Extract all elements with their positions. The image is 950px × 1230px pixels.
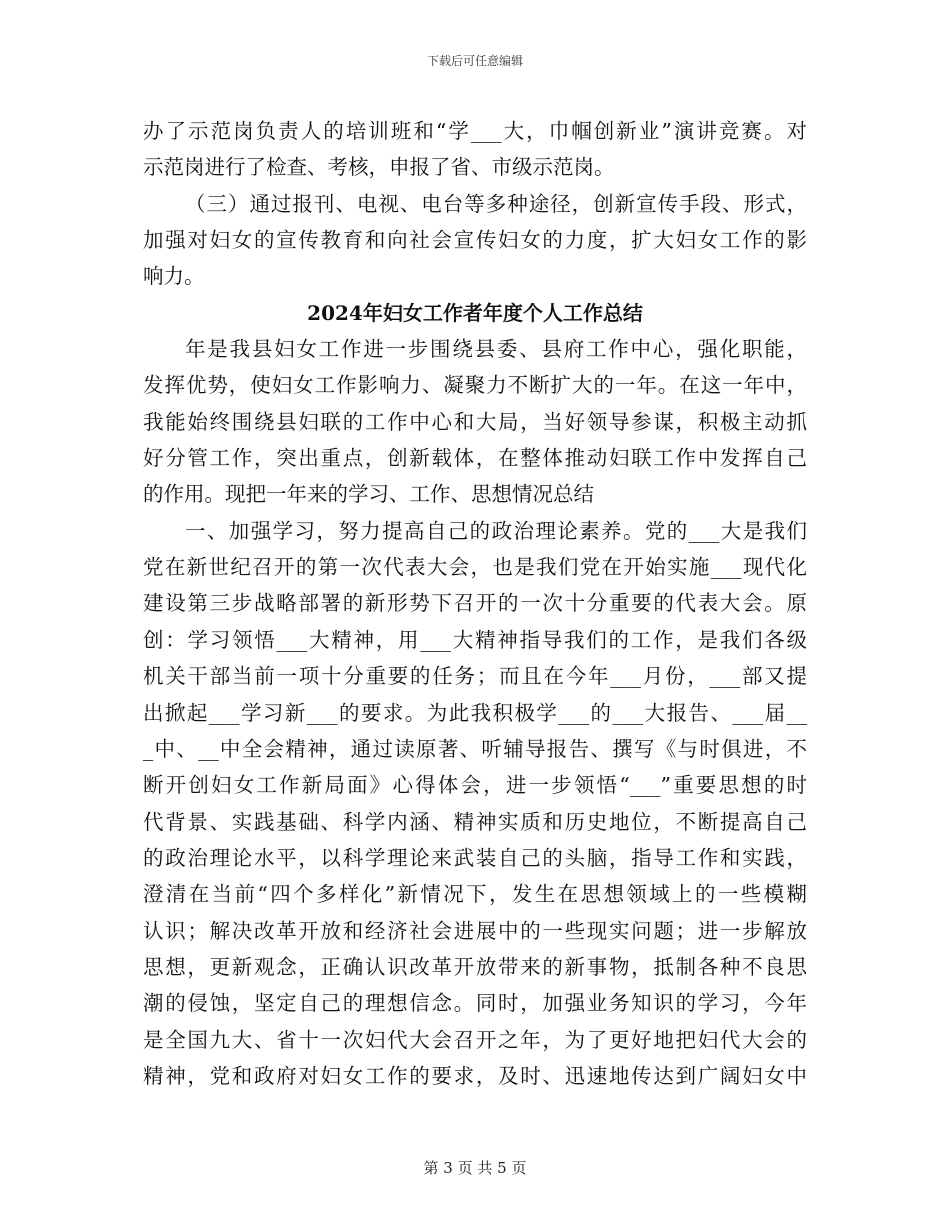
body-line: 澄清在当前“四个多样化”新情况下，发生在思想领域上的一些模糊 — [143, 882, 807, 907]
body-line: 出掀起___学习新___的要求。为此我积极学___的___大报告、___届__ — [143, 700, 807, 725]
body-line: 响力。 — [143, 264, 205, 289]
body-line: 示范岗进行了检查、考核，申报了省、市级示范岗。 — [143, 155, 615, 180]
body-line: 机关干部当前一项十分重要的任务；而且在今年___月份，___部又提 — [143, 664, 807, 689]
body-line: 潮的侵蚀，坚定自己的理想信念。同时，加强业务知识的学习，今年 — [143, 991, 807, 1016]
body-line: 好分管工作，突出重点，创新载体，在整体推动妇联工作中发挥自己 — [143, 446, 807, 471]
body-line: 思想，更新观念，正确认识改革开放带来的新事物，抵制各种不良思 — [143, 954, 807, 979]
body-line: 创：学习领悟___大精神，用___大精神指导我们的工作，是我们各级 — [143, 627, 807, 652]
body-line: 的政治理论水平，以科学理论来武装自己的头脑，指导工作和实践， — [143, 845, 807, 870]
body-line: 加强对妇女的宣传教育和向社会宣传妇女的力度，扩大妇女工作的影 — [143, 228, 807, 253]
body-line: 断开创妇女工作新局面》心得体会，进一步领悟“___”重要思想的时 — [143, 773, 807, 798]
body-line: 代背景、实践基础、科学内涵、精神实质和历史地位，不断提高自己 — [143, 809, 807, 834]
paragraph-start-line: （三）通过报刊、电视、电台等多种途径，创新宣传手段、形式， — [185, 191, 807, 216]
body-line: 的作用。现把一年来的学习、工作、思想情况总结 — [143, 482, 594, 507]
body-line: 是全国九大、省十一次妇代大会召开之年，为了更好地把妇代大会的 — [143, 1027, 807, 1052]
body-line: 办了示范岗负责人的培训班和“学___大，巾帼创新业”演讲竞赛。对 — [143, 119, 807, 143]
body-line: _中、__中全会精神，通过读原著、听辅导报告、撰写《与时俱进，不 — [143, 736, 807, 761]
paragraph-start-line: 一、加强学习，努力提高自己的政治理论素养。党的___大是我们 — [185, 518, 807, 543]
paragraph-start-line: 年是我县妇女工作进一步围绕县委、县府工作中心，强化职能， — [185, 337, 807, 362]
body-line: 党在新世纪召开的第一次代表大会，也是我们党在开始实施___现代化 — [143, 555, 807, 580]
body-line: 认识；解决改革开放和经济社会进展中的一些现实问题；进一步解放 — [143, 918, 807, 943]
section-title: 2024年妇女工作者年度个人工作总结 — [307, 300, 643, 325]
document-body — [143, 113, 807, 1094]
page-header: 下载后可任意编辑 — [426, 54, 523, 68]
body-line: 我能始终围绕县妇联的工作中心和大局，当好领导参谋，积极主动抓 — [143, 409, 807, 434]
body-line: 精神，党和政府对妇女工作的要求，及时、迅速地传达到广阔妇女中 — [143, 1063, 807, 1088]
body-line: 发挥优势，使妇女工作影响力、凝聚力不断扩大的一年。在这一年中， — [143, 373, 807, 398]
page-number: 第 3 页 共 5 页 — [423, 1159, 527, 1177]
body-line: 建设第三步战略部署的新形势下召开的一次十分重要的代表大会。原 — [143, 591, 807, 616]
